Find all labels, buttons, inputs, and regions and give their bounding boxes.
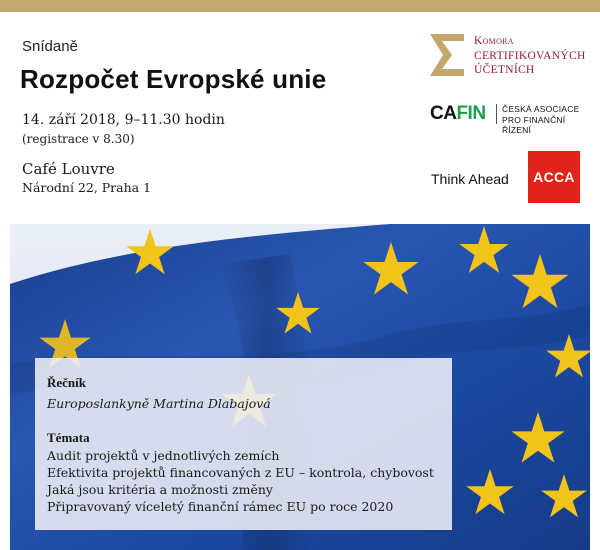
page-title: Rozpočet Evropské unie <box>20 64 327 94</box>
kacr-line-3: ÚČETNÍCH <box>474 64 535 76</box>
topic-item: Jaká jsou kritéria a možnosti změny <box>47 482 273 497</box>
top-accent-bar <box>0 0 600 12</box>
topics-heading: Témata <box>47 430 90 445</box>
topic-item: Audit projektů v jednotlivých zemích <box>47 448 280 463</box>
venue-address: Národní 22, Praha 1 <box>22 180 152 195</box>
acca-logo: ACCA <box>528 151 580 203</box>
event-type: Snídaně <box>22 38 78 55</box>
cafin-ca: CA <box>430 103 457 124</box>
kacr-line-1: Komora <box>474 35 514 47</box>
cafin-fin: FIN <box>456 103 486 124</box>
cafin-line-1: ČESKÁ ASOCIACE <box>502 104 580 114</box>
topic-item: Připravovaný víceletý finanční rámec EU po roce 2020 <box>47 499 394 514</box>
speaker-name: Europoslankyně Martina Dlabajová <box>47 396 271 411</box>
event-date: 14. září 2018, 9–11.30 hodin <box>22 112 225 128</box>
topic-item: Efektivita projektů financovaných z EU – kontrola, chybovost <box>47 465 434 480</box>
info-panel <box>35 358 452 530</box>
cafin-line-2: PRO FINANČNÍ ŘÍZENÍ <box>502 114 566 135</box>
venue-name: Café Louvre <box>22 160 115 178</box>
acca-tagline: Think Ahead <box>431 171 509 187</box>
registration-time: (registrace v 8.30) <box>22 132 135 146</box>
sigma-icon <box>430 34 464 76</box>
speaker-heading: Řečník <box>47 375 86 390</box>
cafin-logo <box>430 103 595 135</box>
cafin-divider <box>496 104 497 124</box>
kacr-logo <box>430 34 590 80</box>
kacr-line-2: CERTIFIKOVANÝCH <box>474 49 586 62</box>
